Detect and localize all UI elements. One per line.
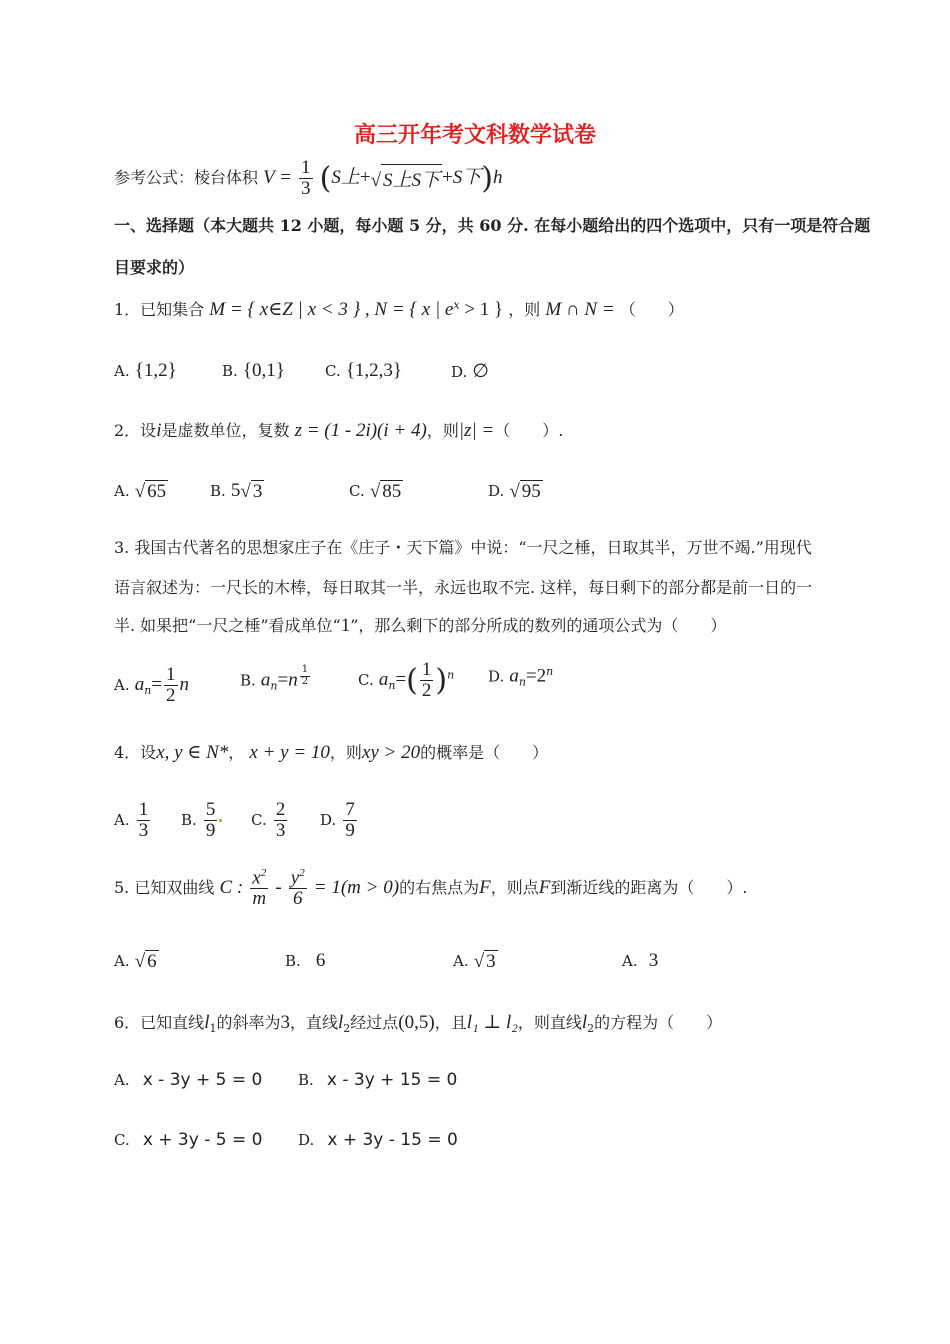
q2-option-d[interactable]: D. √ 95 [488, 481, 541, 502]
q1-option-a[interactable]: A. {1,2} [114, 360, 177, 381]
question-3-line2: 语言叙述为：一尺长的木棒，每日取其一半，永远也取不完. 这样，每日剩下的部分都是前一日的一 [114, 578, 813, 597]
question-2: 2．设i是虚数单位，复数 z = (1 - 2i)(i + 4)，则|z| =（ ）. [114, 420, 564, 441]
q3-option-a[interactable]: A. $a_n=$ $\frac{1}{2}$ n [114, 664, 190, 706]
q3-option-b[interactable]: B. $a_n=n$ $^{\frac{1}{2}}$ [240, 664, 309, 693]
q1-option-c[interactable]: C. {1,2,3} [325, 360, 403, 381]
q5-option-d[interactable]: A. 3 [622, 950, 659, 971]
page-title: 高三开年考文科数学试卷 [353, 123, 596, 148]
formula-label: 参考公式：棱台体积 [114, 167, 259, 187]
q1-option-b[interactable]: B. {0,1} [222, 360, 285, 381]
q5-option-b[interactable]: B. 6 [285, 950, 326, 971]
section-heading-line1: 一、选择题（本大题共 12 小题，每小题 5 分，共 60 分. 在每小题给出的四个选项中，只有一项是符合题 [114, 216, 871, 235]
question-3-line3: 半. 如果把“一尺之棰”看成单位“1”，那么剩下的部分所成的数列的通项公式为（ ） [114, 615, 727, 636]
question-4: 4．设x, y ∈ N*， x + y = 10，则xy > 20的概率是（ ） [114, 742, 549, 763]
q6-option-d[interactable]: D. x + 3y - 15 = 0 [298, 1130, 458, 1150]
q4-option-c[interactable]: C. $\frac{2}{3}$ [251, 799, 286, 841]
reference-formula: 参考公式：棱台体积 V = $\frac{1}{3}$ (S上+√ S上S下 +S下)h [114, 157, 503, 199]
question-5: 5. 已知双曲线 C : $\frac{x^2}{m}$ - $\frac{y^2}{6}$ = 1(m > 0)的右焦点为F，则点F到渐近线的距离为（ ）. [114, 867, 748, 910]
q4-option-a[interactable]: A. $\frac{1}{3}$ [114, 799, 149, 841]
q2-option-c[interactable]: C. √ 85 [349, 481, 402, 502]
q2-option-b[interactable]: B. 5√ 3 [210, 480, 263, 502]
q2-option-a[interactable]: A. √ 65 [114, 481, 167, 502]
q6-option-b[interactable]: B. x - 3y + 15 = 0 [298, 1070, 458, 1090]
question-3-line1: 3. 我国古代著名的思想家庄子在《庄子・天下篇》中说：“一尺之棰，日取其半，万世不竭.”用现代 [114, 538, 812, 557]
section-heading-line2: 目要求的） [114, 258, 195, 277]
q6-option-c[interactable]: C. x + 3y - 5 = 0 [114, 1130, 263, 1150]
q5-option-a[interactable]: A. √ 6 [114, 951, 157, 972]
q6-option-a[interactable]: A. x - 3y + 5 = 0 [114, 1070, 263, 1090]
q3-option-d[interactable]: D. $a_n=2^n$ [488, 665, 554, 689]
question-1: 1．已知集合 M = { x∈Z | x < 3 } , N = { x | $e^x > 1$ } ，则 M ∩ N = （ ） [114, 298, 684, 320]
q4-option-b[interactable]: B. $\frac{5}{9}$ [181, 800, 222, 841]
q4-option-d[interactable]: D. $\frac{7}{9}$ [320, 799, 355, 841]
q3-option-c[interactable]: C. $a_n=$( $\frac{1}{2}$ )$^n$ [358, 659, 455, 701]
q1-option-d[interactable]: D. ∅ [451, 361, 489, 382]
question-6: 6．已知直线$l_1$的斜率为3，直线$l_2$经过点(0,5)，且l₁ ⊥ l₂，则直线$l_2$的方程为（ ） [114, 1012, 723, 1036]
q5-option-c[interactable]: A. √ 3 [453, 951, 496, 972]
